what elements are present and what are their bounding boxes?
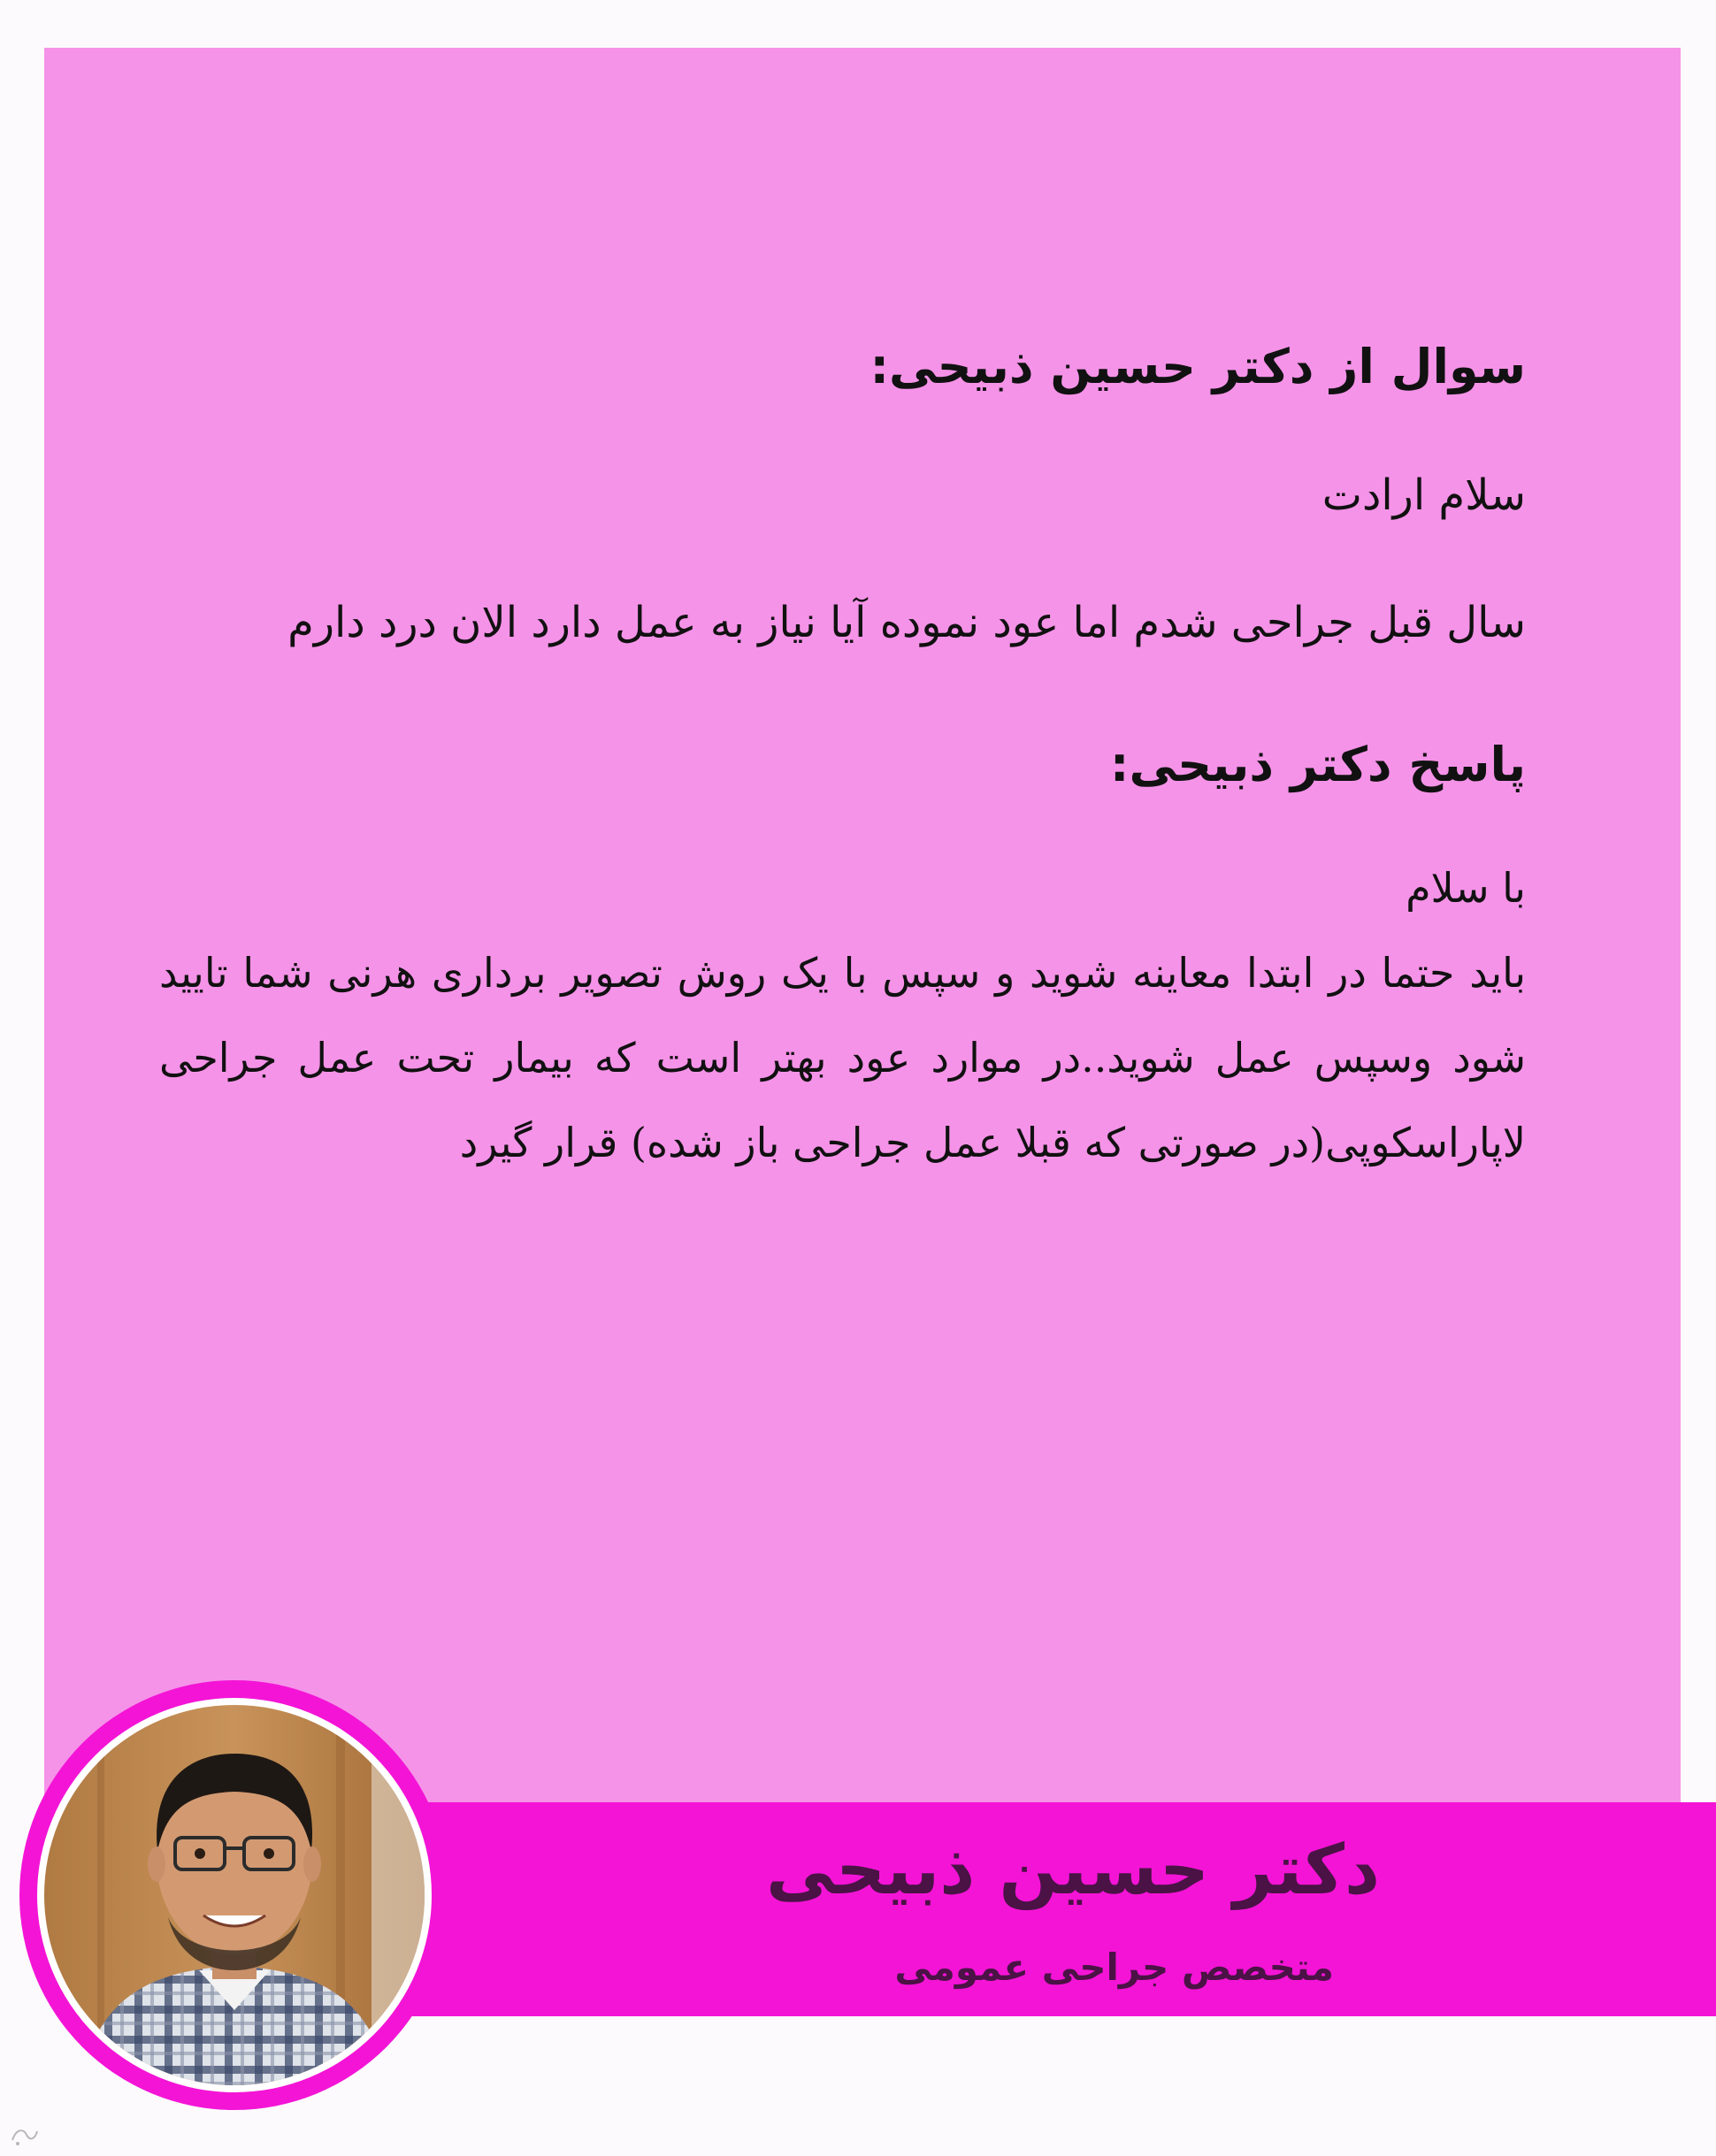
doctor-avatar: [44, 1705, 425, 2085]
answer-greeting: با سلام: [1406, 864, 1526, 912]
question-body: سال قبل جراحی شدم اما عود نموده آیا نیاز به عمل دارد الان درد دارم: [287, 598, 1526, 647]
question-heading: سوال از دکتر حسین ذبیحی:: [869, 339, 1526, 394]
doctor-name: دکتر حسین ذبیحی: [766, 1831, 1380, 1910]
answer-body: باید حتما در ابتدا معاینه شوید و سپس با یک روش تصویر برداری هرنی شما تایید شود وسپس عمل شوید..در موارد عود بهتر است که بیمار تحت عمل جراحی لاپاراسکوپی(در صورتی که قبلا عمل جراحی باز شده) قرار گیرد: [159, 949, 1526, 1166]
answer-heading: پاسخ دکتر ذبیحی:: [1109, 737, 1526, 792]
qa-content: [159, 318, 1526, 1185]
doctor-portrait-icon: [44, 1705, 425, 2085]
watermark-icon: [9, 2122, 41, 2147]
avatar-frame: [19, 1680, 449, 2110]
question-greeting: سلام ارادت: [1321, 470, 1526, 520]
doctor-specialty: متخصص جراحی عمومی: [894, 1946, 1334, 1989]
